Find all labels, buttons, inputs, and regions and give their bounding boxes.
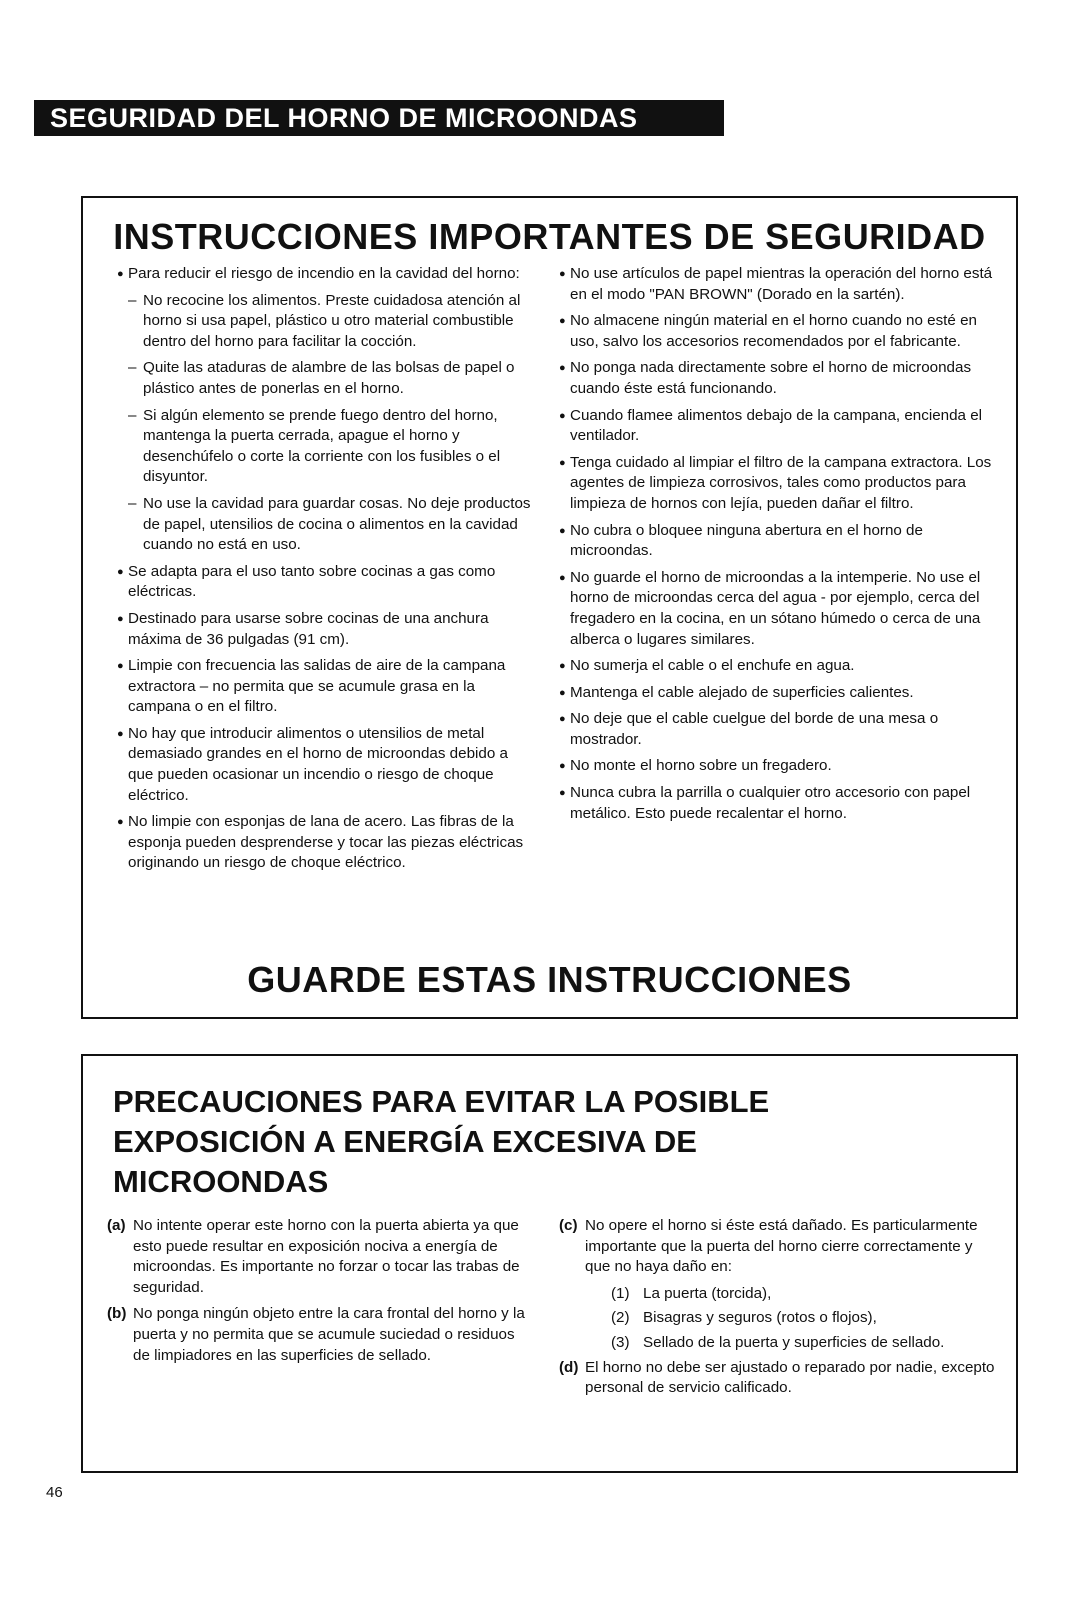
bullet-icon: ●	[559, 268, 566, 280]
list-item: ● Se adapta para el uso tanto sobre cocinas a gas como eléctricas.	[117, 562, 537, 603]
list-item: ● Limpie con frecuencia las salidas de aire de la campana extractora – no permita que se acumule grasa en la campana o en el filtro.	[117, 656, 537, 718]
bullet-icon: ●	[559, 362, 566, 375]
precautions-right-column	[559, 1216, 999, 1405]
intro-text: Para reducir el riesgo de incendio en la cavidad del horno:	[128, 265, 520, 282]
damage-list	[559, 1284, 999, 1354]
list-item: ● Tenga cuidado al limpiar el filtro de la campana extractora. Los agentes de limpieza corrosivos, tales como productos para limpieza de hornos con lejía, pueden dañar el filtro.	[559, 453, 999, 515]
precautions-title-line: EXPOSICIÓN A ENERGÍA EXCESIVA DE	[113, 1124, 697, 1159]
list-item: ● Nunca cubra la parrilla o cualquier otro accesorio con papel metálico. Esto puede recalentar el horno.	[559, 783, 999, 824]
bullet-icon: ●	[559, 409, 566, 422]
precaution-label: (a)	[107, 1217, 126, 1234]
precaution-item	[559, 1216, 999, 1278]
left-column	[117, 264, 537, 880]
precaution-text: El horno no debe ser ajustado o reparado por nadie, excepto personal de servicio calificado.	[585, 1358, 995, 1397]
sub-list	[117, 291, 537, 556]
damage-list-item: (2) Bisagras y seguros (rotos o flojos),	[611, 1309, 877, 1327]
microwave-precautions-box	[81, 1054, 1018, 1473]
precaution-text: No opere el horno si éste está dañado. Es particularmente importante que la puerta del horno cierre correctamente y que no haya daño en:	[585, 1217, 978, 1276]
list-item: ● No use artículos de papel mientras la operación del horno está en el modo "PAN BROWN" (Dorado en la sartén).	[559, 264, 999, 305]
list-item: ● No almacene ningún material en el horno cuando no esté en uso, salvo los accesorios recomendados por el fabricante.	[559, 311, 999, 352]
precautions-title	[113, 1082, 873, 1202]
damage-list-item: (1) La puerta (torcida),	[611, 1284, 772, 1302]
bullet-icon: ●	[559, 686, 566, 699]
bullet-icon: ●	[559, 315, 566, 328]
dash-icon: –	[128, 494, 137, 512]
bullet-icon: ●	[559, 524, 566, 537]
dash-icon: –	[128, 291, 137, 309]
bullet-icon: ●	[559, 660, 566, 673]
precautions-left-column	[107, 1216, 527, 1372]
bullet-icon: ●	[117, 660, 124, 673]
precaution-item	[559, 1358, 999, 1399]
precaution-item	[107, 1304, 527, 1366]
dash-icon: –	[128, 406, 137, 424]
safety-instructions-box	[81, 196, 1018, 1019]
precaution-text: No intente operar este horno con la puerta abierta ya que esto puede resultar en exposición nociva a energía de microondas. Es importante no forzar o tocar las trabas de seguridad.	[133, 1217, 520, 1296]
bullet-icon: ●	[117, 565, 124, 578]
bullet-icon: ●	[559, 713, 566, 726]
bullet-icon: ●	[117, 612, 124, 625]
precaution-label: (b)	[107, 1305, 127, 1323]
bullet-icon: ●	[559, 760, 566, 773]
bullet-icon: ●	[117, 727, 124, 740]
save-instructions-footer: GUARDE ESTAS INSTRUCCIONES	[247, 959, 852, 1000]
bullet-icon: ●	[559, 571, 566, 584]
precaution-item	[107, 1216, 527, 1298]
precaution-text: No ponga ningún objeto entre la cara frontal del horno y la puerta y no permita que se acumule suciedad o residuos de limpiadores en las superficies de sellado.	[133, 1305, 525, 1364]
precautions-title-line: PRECAUCIONES PARA EVITAR LA POSIBLE	[113, 1084, 770, 1119]
section-banner: SEGURIDAD DEL HORNO DE MICROONDAS	[34, 100, 724, 136]
list-item: ● No limpie con esponjas de lana de acero. Las fibras de la esponja pueden desprenderse y tocar las piezas eléctricas originando un riesgo de choque eléctrico.	[117, 812, 537, 874]
sub-list-item: – No use la cavidad para guardar cosas. No deje productos de papel, utensilios de cocina o alimentos en la cavidad cuando no está en uso.	[128, 494, 537, 556]
safety-instructions-title: INSTRUCCIONES IMPORTANTES DE SEGURIDAD	[113, 216, 986, 257]
list-item: ● Mantenga el cable alejado de superficies calientes.	[559, 683, 999, 704]
list-item: ● No monte el horno sobre un fregadero.	[559, 756, 999, 777]
list-item	[117, 264, 537, 285]
bullet-icon: ●	[559, 787, 566, 800]
list-item: ● No ponga nada directamente sobre el horno de microondas cuando éste está funcionando.	[559, 358, 999, 399]
bullet-icon: ●	[559, 456, 566, 469]
precaution-label: (d)	[559, 1358, 579, 1376]
list-item: ● No guarde el horno de microondas a la intemperie. No use el horno de microondas cerca del agua - por ejemplo, cerca del fregadero en la cocina, en un sótano húmedo o cerca de una alberca o lugares similares.	[559, 568, 999, 650]
dash-icon: –	[128, 359, 137, 377]
sub-list-item: – Si algún elemento se prende fuego dentro del horno, mantenga la puerta cerrada, apague el horno y desenchúfelo o corte la corriente con los fusibles o el disyuntor.	[128, 406, 537, 488]
precaution-label: (c)	[559, 1217, 578, 1234]
list-item: ● Destinado para usarse sobre cocinas de una anchura máxima de 36 pulgadas (91 cm).	[117, 609, 537, 650]
list-item: ● No hay que introducir alimentos o utensilios de metal demasiado grandes en el horno de microondas debido a que pueden ocasionar un incendio o riesgo de choque eléctrico.	[117, 724, 537, 806]
bullet-icon: ●	[117, 268, 124, 280]
list-item: ● No sumerja el cable o el enchufe en agua.	[559, 656, 999, 677]
precautions-title-line: MICROONDAS	[113, 1164, 329, 1199]
list-item: ● No cubra o bloquee ninguna abertura en el horno de microondas.	[559, 521, 999, 562]
sub-list-item: – No recocine los alimentos. Preste cuidadosa atención al horno si usa papel, plástico u otro material combustible dentro del horno para facilitar la cocción.	[128, 291, 537, 353]
page-number: 46	[46, 1484, 63, 1501]
right-column	[559, 264, 999, 830]
list-item: ● No deje que el cable cuelgue del borde de una mesa o mostrador.	[559, 709, 999, 750]
list-item: ● Cuando flamee alimentos debajo de la campana, encienda el ventilador.	[559, 406, 999, 447]
damage-list-item: (3) Sellado de la puerta y superficies de sellado.	[611, 1333, 945, 1351]
bullet-icon: ●	[117, 816, 124, 829]
sub-list-item: – Quite las ataduras de alambre de las bolsas de papel o plástico antes de ponerlas en el horno.	[128, 358, 537, 399]
